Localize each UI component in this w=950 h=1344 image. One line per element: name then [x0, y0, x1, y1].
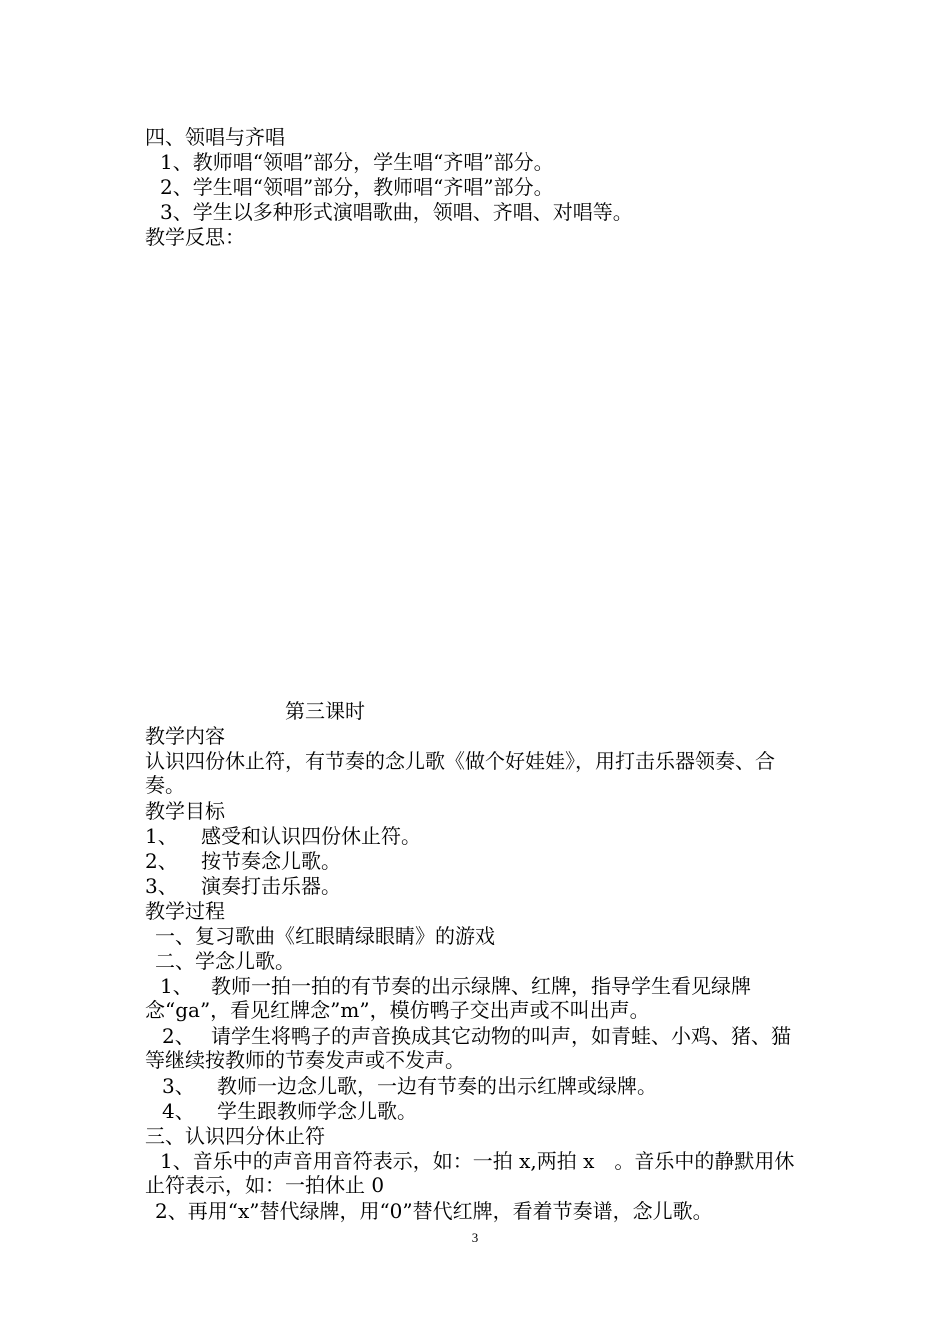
process-substep: 1、音乐中的声音用音符表示，如：一拍 x,两拍 x 。音乐中的静默用休止符表示，如：一拍休止 0 — [145, 1149, 795, 1197]
goal-number: 2、 — [145, 849, 178, 873]
process-step: 二、学念儿歌。 — [155, 949, 295, 973]
process-heading: 教学过程 — [145, 899, 225, 923]
content-text: 认识四份休止符，有节奏的念儿歌《做个好娃娃》，用打击乐器领奏、合奏。 — [145, 749, 775, 797]
process-substep — [145, 974, 810, 1022]
goal-number: 3、 — [145, 874, 178, 898]
process-step: 三、认识四分休止符 — [145, 1124, 325, 1148]
page-number: 3 — [471, 1230, 479, 1245]
goal-number: 1、 — [145, 824, 178, 848]
substep-number: 3、 — [162, 1074, 195, 1098]
substep-text: 学生跟教师学念儿歌。 — [217, 1099, 417, 1123]
process-substep — [162, 1099, 417, 1123]
process-substep: 2、再用“x”替代绿牌，用“0”替代红牌，看着节奏谱，念儿歌。 — [155, 1199, 713, 1223]
reflection-label: 教学反思： — [145, 225, 245, 249]
process-step: 一、复习歌曲《红眼睛绿眼睛》的游戏 — [155, 924, 495, 948]
substep-text: 教师一拍一拍的有节奏的出示绿牌、红牌，指导学生看见绿牌念“ga”，看见红牌念”m”，模仿鸭子交出声或不叫出声。 — [145, 974, 751, 1022]
substep-number: 1、 — [160, 974, 193, 998]
substep-text: 请学生将鸭子的声音换成其它动物的叫声，如青蛙、小鸡、猪、猫等继续按教师的节奏发声或不发声。 — [145, 1024, 791, 1072]
substep-number: 2、 — [162, 1024, 195, 1048]
section-heading: 四、领唱与齐唱 — [145, 125, 285, 149]
goal-text: 感受和认识四份休止符。 — [201, 824, 421, 848]
content-heading: 教学内容 — [145, 724, 225, 748]
goal-text: 演奏打击乐器。 — [201, 874, 341, 898]
lesson-title: 第三课时 — [285, 699, 365, 723]
process-substep — [145, 1024, 810, 1072]
list-item: 1、教师唱“领唱”部分，学生唱“齐唱”部分。 — [160, 150, 554, 174]
goal-item — [145, 824, 421, 848]
goal-item — [145, 874, 341, 898]
substep-number: 4、 — [162, 1099, 195, 1123]
goals-heading: 教学目标 — [145, 799, 225, 823]
goal-item — [145, 849, 341, 873]
process-substep — [162, 1074, 657, 1098]
list-item: 3、学生以多种形式演唱歌曲，领唱、齐唱、对唱等。 — [160, 200, 633, 224]
substep-text: 教师一边念儿歌，一边有节奏的出示红牌或绿牌。 — [217, 1074, 657, 1098]
list-item: 2、学生唱“领唱”部分，教师唱“齐唱”部分。 — [160, 175, 554, 199]
goal-text: 按节奏念儿歌。 — [201, 849, 341, 873]
